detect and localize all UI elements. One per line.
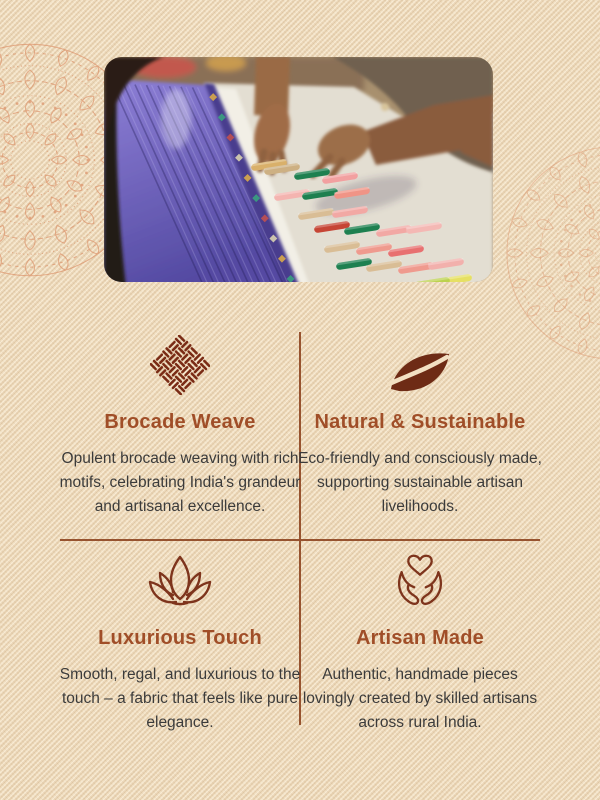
feature-card-natural-sustainable — [298, 333, 542, 519]
mandala-decoration-right — [503, 143, 600, 363]
feature-title: Luxurious Touch — [98, 627, 262, 649]
hero-image — [104, 57, 493, 282]
feature-description: Opulent brocade weaving with rich motifs, celebrating India's grandeur and artisanal excellence. — [59, 450, 301, 515]
feature-card-brocade-weave — [58, 333, 302, 519]
feature-description: Smooth, regal, and luxurious to the touch – a fabric that feels like pure elegance. — [59, 666, 301, 731]
feature-title: Brocade Weave — [104, 411, 256, 433]
hero-image-illustration — [104, 57, 493, 282]
feature-card-luxurious-touch — [58, 551, 302, 735]
feature-card-artisan-made — [298, 551, 542, 735]
lotus-icon — [148, 551, 212, 609]
hands-heart-icon — [391, 551, 449, 609]
weave-icon — [150, 333, 210, 395]
feature-title: Natural & Sustainable — [314, 411, 526, 433]
leaf-icon — [387, 333, 453, 395]
feature-title: Artisan Made — [356, 627, 484, 649]
feature-description: Eco-friendly and consciously made, supporting sustainable artisan livelihoods. — [298, 450, 542, 515]
horizontal-divider — [60, 539, 540, 541]
feature-description: Authentic, handmade pieces lovingly created by skilled artisans across rural India. — [302, 666, 538, 731]
